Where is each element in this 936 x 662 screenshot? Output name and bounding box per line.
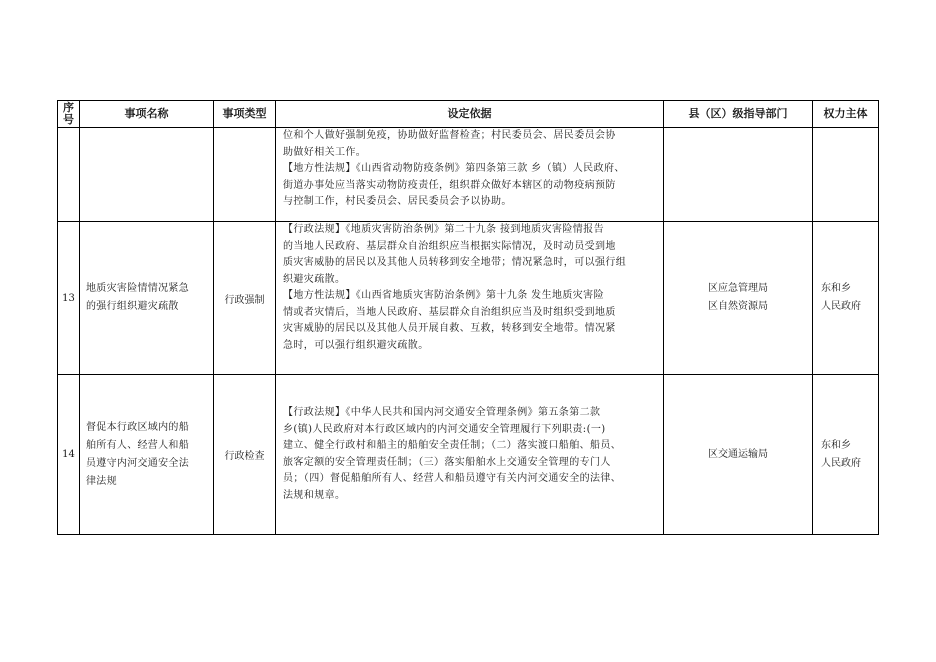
header-dept: 县（区）级指导部门 xyxy=(664,101,813,128)
header-subject: 权力主体 xyxy=(813,101,879,128)
cell-basis: 位和个人做好强制免疫，协助做好监督检查；村民委员会、居民委员会协 助做好相关工作。 【地方性法规】《山西省动物防疫条例》第四条第三款 乡（镇）人民政府、 街道办事处应当落实动物防疫责任，组织群众做好本辖区的动物疫病预防 与控制工作，村民委员会、居民委员会予以协助。 xyxy=(276,128,664,222)
cell-subject: 东和乡 人民政府 xyxy=(813,222,879,375)
cell-item-type: 行政强制 xyxy=(214,222,276,375)
cell-seq: 14 xyxy=(58,375,80,535)
header-seq: 序 号 xyxy=(58,101,80,128)
cell-basis: 【行政法规】《地质灾害防治条例》第二十九条 接到地质灾害险情报告 的当地人民政府、基层群众自治组织应当根据实际情况，及时动员受到地 质灾害威胁的居民以及其他人员转移到安全地带；情况紧急时，可以强行组 织避灾疏散。 【地方性法规】《山西省地质灾害防治条例》第十九条 发生地质灾害险 情或者灾情后，当地人民政府、基层群众自治组织应当及时组织受到地质 灾害威胁的居民以及其他人员开展自救、互救，转移到安全地带。情况紧 急时，可以强行组织避灾疏散。 xyxy=(276,222,664,375)
authority-table xyxy=(57,100,879,535)
cell-subject xyxy=(813,128,879,222)
cell-seq xyxy=(58,128,80,222)
cell-item-name: 地质灾害险情情况紧急 的强行组织避灾疏散 xyxy=(80,222,214,375)
header-item-type: 事项类型 xyxy=(214,101,276,128)
cell-seq: 13 xyxy=(58,222,80,375)
header-basis: 设定依据 xyxy=(276,101,664,128)
cell-item-type: 行政检查 xyxy=(214,375,276,535)
cell-item-name: 督促本行政区域内的船 舶所有人、经营人和船 员遵守内河交通安全法 律法规 xyxy=(80,375,214,535)
table-row xyxy=(58,375,879,535)
header-item-name: 事项名称 xyxy=(80,101,214,128)
table-header-row xyxy=(58,101,879,128)
cell-dept xyxy=(664,128,813,222)
cell-item-type xyxy=(214,128,276,222)
table-row xyxy=(58,128,879,222)
cell-dept: 区交通运输局 xyxy=(664,375,813,535)
table-row xyxy=(58,222,879,375)
cell-dept: 区应急管理局 区自然资源局 xyxy=(664,222,813,375)
cell-item-name xyxy=(80,128,214,222)
cell-subject: 东和乡 人民政府 xyxy=(813,375,879,535)
cell-basis: 【行政法规】《中华人民共和国内河交通安全管理条例》第五条第二款 乡(镇)人民政府对本行政区域内的内河交通安全管理履行下列职责:(一) 建立、健全行政村和船主的船舶安全责任制；（二）落实渡口船舶、船员、 旅客定额的安全管理责任制；（三）落实船舶水上交通安全管理的专门人 员；（四）督促船舶所有人、经营人和船员遵守有关内河交通安全的法律、 法规和规章。 xyxy=(276,375,664,535)
